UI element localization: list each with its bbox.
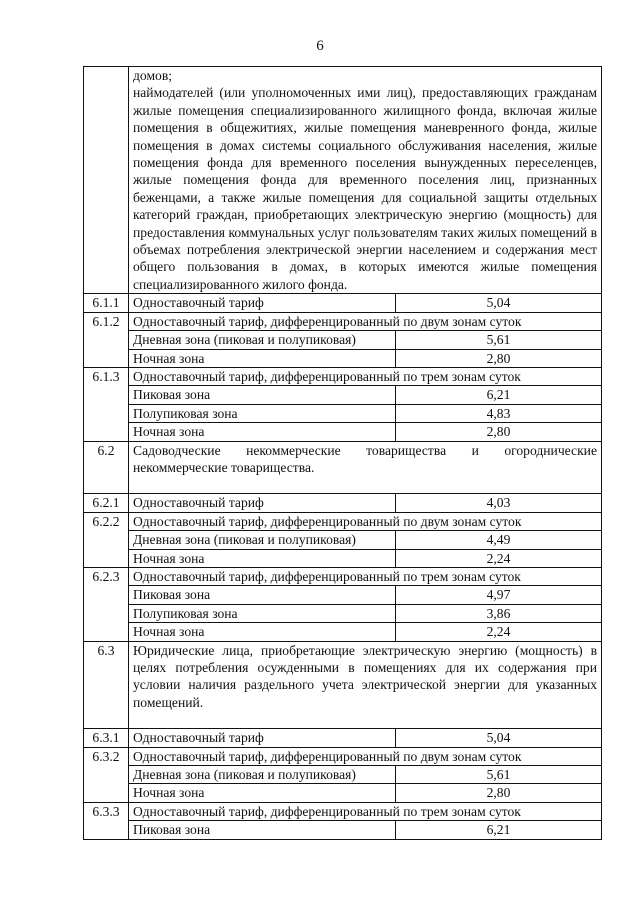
intro-row [84,67,602,294]
tariff-label: Одноставочный тариф [129,494,396,512]
tariff-label: Одноставочный тариф, дифференцированный по двум зонам суток [129,512,602,530]
table-row [84,367,602,385]
table-row [84,512,602,530]
zone-label: Пиковая зона [129,586,396,604]
table-row [84,729,602,747]
zone-value: 2,24 [396,549,602,567]
zone-value: 2,80 [396,784,602,802]
table-row [84,641,602,729]
row-code: 6.3.3 [84,802,129,839]
tariff-label: Одноставочный тариф, дифференцированный по трем зонам суток [129,567,602,585]
table-row [84,586,602,604]
row-code: 6.2.2 [84,512,129,567]
zone-value: 5,61 [396,766,602,784]
table-row [84,404,602,422]
zone-label: Дневная зона (пиковая и полупиковая) [129,331,396,349]
tariff-label: Одноставочный тариф, дифференцированный по трем зонам суток [129,802,602,820]
zone-value: 5,61 [396,331,602,349]
table-row [84,784,602,802]
table-row [84,766,602,784]
table-row [84,312,602,330]
zone-value: 2,24 [396,623,602,641]
tariff-label: Одноставочный тариф, дифференцированный по двум зонам суток [129,312,602,330]
table-row [84,821,602,839]
table-row [84,331,602,349]
tariff-label: Одноставочный тариф [129,729,396,747]
zone-label: Дневная зона (пиковая и полупиковая) [129,531,396,549]
zone-value: 4,49 [396,531,602,549]
table-row [84,441,602,494]
zone-label: Дневная зона (пиковая и полупиковая) [129,766,396,784]
page-number: 6 [316,38,324,54]
zone-value: 4,83 [396,404,602,422]
tariff-label: Одноставочный тариф, дифференцированный по двум зонам суток [129,747,602,765]
table-row [84,386,602,404]
table-row [84,802,602,820]
table-row [84,623,602,641]
row-code: 6.1.3 [84,367,129,441]
zone-value: 2,80 [396,423,602,441]
table-row [84,423,602,441]
category-text: Юридические лица, приобретающие электрическую энергию (мощность) в целях потребления осужденными в помещениях для их содержания при условии наличия раздельного учета электрической энергии для указанных помещений. [129,641,602,729]
category-text: Садоводческие некоммерческие товарищества и огороднические некоммерческие товарищества. [129,441,602,494]
table-row [84,604,602,622]
row-code: 6.3 [84,641,129,729]
row-code: 6.1.2 [84,312,129,367]
zone-value: 3,86 [396,604,602,622]
intro-number-cell [84,67,129,294]
tariff-table [83,66,602,840]
row-code: 6.3.1 [84,729,129,747]
table-row [84,549,602,567]
zone-label: Пиковая зона [129,821,396,839]
table-row [84,494,602,512]
zone-value: 4,97 [396,586,602,604]
row-code: 6.2 [84,441,129,494]
zone-label: Пиковая зона [129,386,396,404]
zone-label: Ночная зона [129,423,396,441]
table-row [84,294,602,312]
zone-value: 6,21 [396,386,602,404]
intro-text: домов; наймодателей (или уполномоченных ими лиц), предоставляющих гражданам жилые помещения специализированного жилищного фонда, включая жилые помещения в общежитиях, жилые помещения маневренного фонда, жилые помещения в домах системы социального обслуживания населения, жилые помещения фонда для временного поселения вынужденных переселенцев, жилые помещения фонда для временного поселения лиц, признанных беженцами, а также жилые помещения для социальной защиты отдельных категорий граждан, приобретающих электрическую энергию (мощность) для предоставления коммунальных услуг пользователям таких жилых помещений в объемах потребления электрической энергии населением и содержания мест общего пользования в домах, в которых имеются жилые помещения специализированного жилого фонда. [129,67,602,294]
tariff-label: Одноставочный тариф, дифференцированный по трем зонам суток [129,367,602,385]
row-code: 6.3.2 [84,747,129,802]
table-row [84,567,602,585]
tariff-value: 5,04 [396,294,602,312]
table-row [84,747,602,765]
zone-value: 6,21 [396,821,602,839]
zone-label: Ночная зона [129,349,396,367]
row-code: 6.2.3 [84,567,129,641]
row-code: 6.1.1 [84,294,129,312]
tariff-label: Одноставочный тариф [129,294,396,312]
zone-label: Ночная зона [129,623,396,641]
tariff-value: 5,04 [396,729,602,747]
table-row [84,531,602,549]
zone-label: Ночная зона [129,784,396,802]
zone-label: Ночная зона [129,549,396,567]
zone-label: Полупиковая зона [129,604,396,622]
zone-value: 2,80 [396,349,602,367]
table-row [84,349,602,367]
tariff-value: 4,03 [396,494,602,512]
row-code: 6.2.1 [84,494,129,512]
zone-label: Полупиковая зона [129,404,396,422]
